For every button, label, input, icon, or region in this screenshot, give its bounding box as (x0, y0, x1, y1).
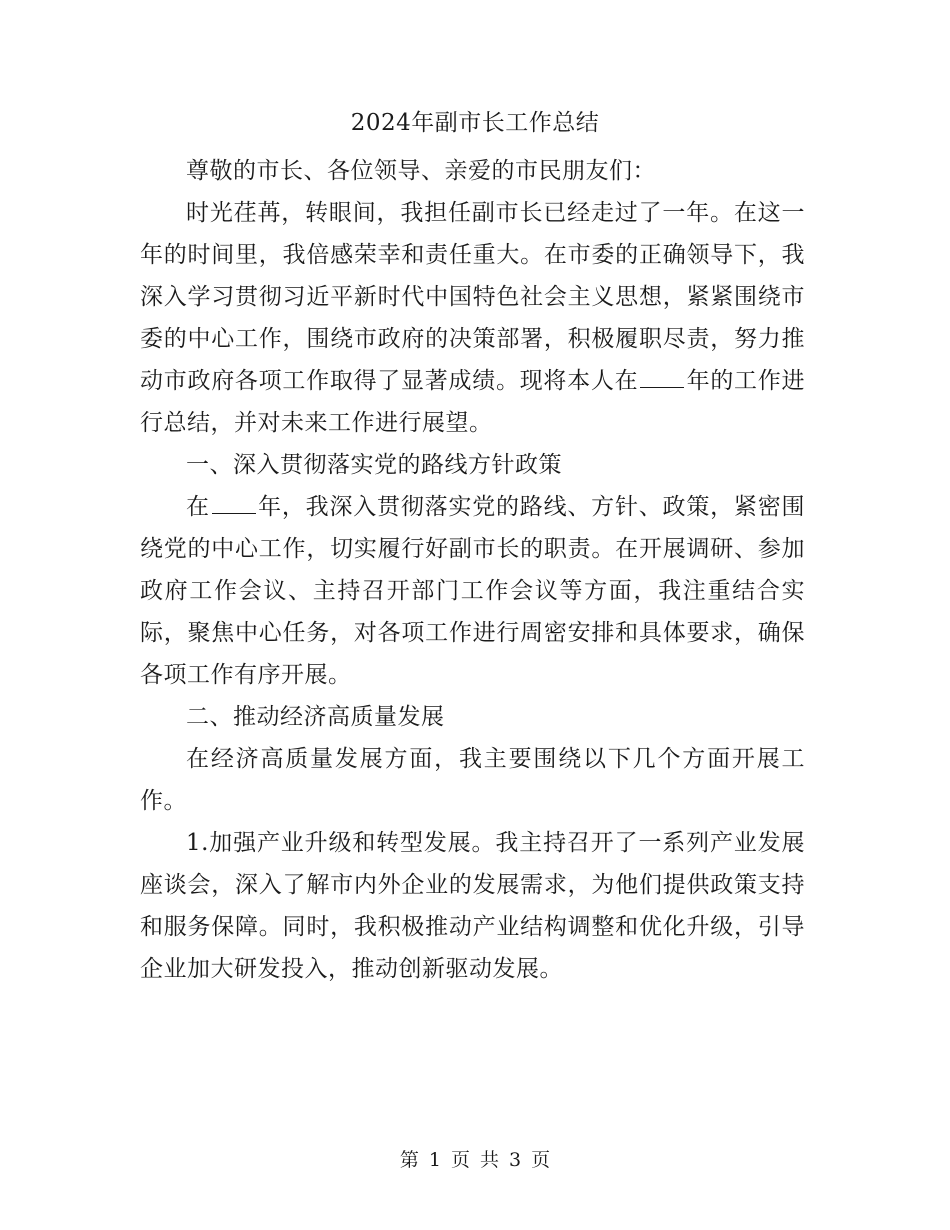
section-heading-2: 二、推动经济高质量发展 (186, 704, 445, 730)
section-heading-1: 一、深入贯彻落实党的路线方针政策 (186, 452, 562, 478)
paragraph-section-1-text-2: 年，我深入贯彻落实党的路线、方针、政策，紧密围绕党的中心工作，切实履行好副市长的职责。在开展调研、参加政府工作会议、主持召开部门工作会议等方面，我注重结合实际，聚焦中心任务，对各项工作进行周密安排和具体要求，确保各项工作有序开展。 (140, 494, 806, 688)
page-number-footer: 第 1 页 共 3 页 (399, 1149, 551, 1171)
paragraph-intro-text-2: 年的工作进行总结，并对未来工作进行展望。 (140, 368, 806, 436)
paragraph-intro-text-1: 时光荏苒，转眼间，我担任副市长已经走过了一年。在这一年的时间里，我倍感荣幸和责任重大。在市委的正确领导下，我深入学习贯彻习近平新时代中国特色社会主义思想，紧紧围绕市委的中心工作，围绕市政府的决策部署，积极履职尽责，努力推动市政府各项工作取得了显著成绩。现将本人在 (140, 200, 805, 394)
paragraph-item-1: 1.加强产业升级和转型发展。我主持召开了一系列产业发展座谈会，深入了解市内外企业的发展需求，为他们提供政策支持和服务保障。同时，我积极推动产业结构调整和优化升级，引导企业加大研发投入，推动创新驱动发展。 (140, 830, 805, 982)
paragraph-section-1 (140, 486, 805, 696)
paragraph-section-1-text-1: 在 (186, 494, 210, 520)
salutation: 尊敬的市长、各位领导、亲爱的市民朋友们： (186, 158, 656, 184)
document-title: 2024年副市长工作总结 (350, 110, 600, 136)
blank-underline (212, 491, 256, 514)
paragraph-section-2-intro: 在经济高质量发展方面，我主要围绕以下几个方面开展工作。 (140, 746, 805, 814)
paragraph-intro (140, 192, 805, 444)
document-body (140, 150, 805, 990)
blank-underline (640, 365, 684, 388)
